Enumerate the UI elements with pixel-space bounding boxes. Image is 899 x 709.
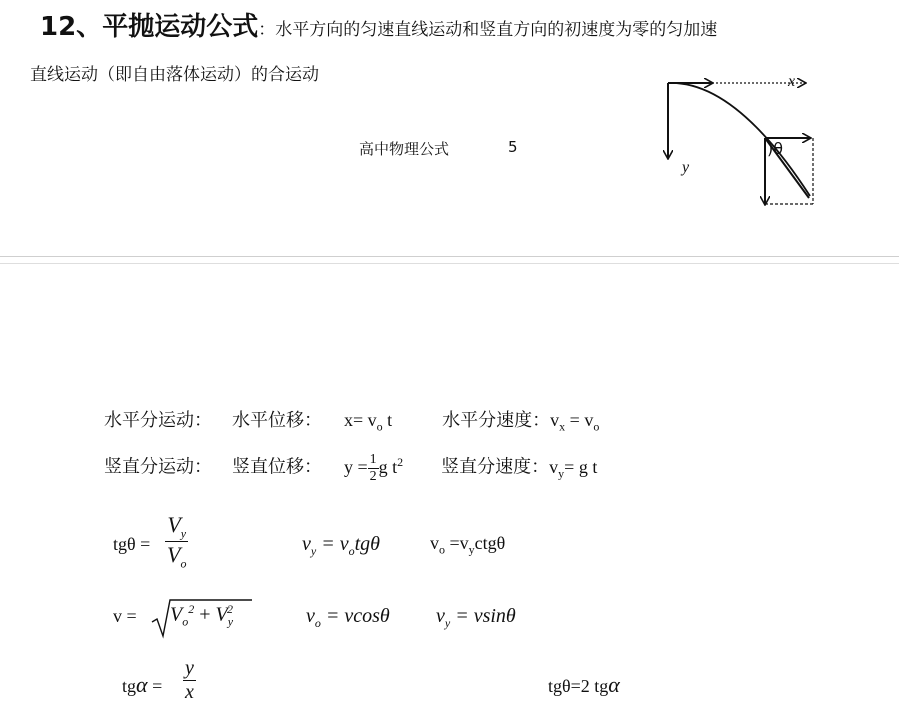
horizontal-displacement-formula: $x= v_o$ t — [344, 410, 393, 434]
trajectory-curve — [668, 83, 810, 196]
diagram-y-label: y — [682, 159, 690, 176]
vy-tan-formula: $v_y = v_otg\theta$ — [302, 533, 380, 558]
section-heading — [40, 6, 717, 43]
vertical-displacement-label: 竖直位移： — [232, 456, 322, 478]
horizontal-velocity-formula: $v_x = v_o$ — [550, 410, 600, 434]
vertical-velocity-label: 竖直分速度： — [441, 456, 550, 478]
section-title: 平抛运动公式 — [102, 12, 259, 42]
diagram-x-label: x — [788, 73, 796, 90]
horizontal-motion-label: 水平分运动： — [104, 410, 212, 431]
diagram-theta-label: )θ — [767, 139, 784, 158]
section-description-line2: 直线运动（即自由落体运动）的合运动 — [30, 65, 319, 85]
tan-alpha-fraction: $\frac{y}{x}$ — [185, 657, 194, 703]
page-divider — [0, 263, 899, 264]
vertical-motion-label: 竖直分运动： — [104, 456, 212, 478]
horizontal-displacement-label: 水平位移： — [232, 410, 322, 431]
tan-theta-alpha-relation: tgθ=2 tgα — [548, 672, 620, 697]
page-divider — [0, 256, 899, 257]
vy-sin-formula: $v_y = vsin\theta$ — [436, 605, 516, 630]
vo-cot-formula: $v_o =v_yctg\theta$ — [430, 533, 506, 557]
speed-label: v = — [113, 606, 137, 626]
vertical-velocity-formula: $v_y= g$ t — [549, 456, 598, 481]
horizontal-velocity-label: 水平分速度： — [442, 410, 551, 431]
tan-theta-fraction: $\frac{V_y}{V_o}$ — [167, 512, 187, 571]
projectile-diagram — [650, 72, 820, 212]
vo-cos-formula: $v_o = vcos\theta$ — [306, 605, 390, 630]
vertical-motion-row — [104, 452, 597, 485]
section-description: ：水平方向的匀速直线运动和竖直方向的初速度为零的匀加速 — [258, 20, 718, 40]
section-number: 12、 — [40, 12, 103, 42]
vertical-displacement-formula: y = $\frac{1}{2}$ g $t^2$ — [344, 452, 404, 484]
page-footer-title: 高中物理公式 — [359, 140, 450, 158]
horizontal-motion-row — [104, 406, 599, 435]
tan-theta-label: tgθ = — [113, 534, 151, 554]
page-footer-number: 5 — [508, 138, 518, 156]
tan-alpha-label: tgα = — [122, 672, 163, 697]
